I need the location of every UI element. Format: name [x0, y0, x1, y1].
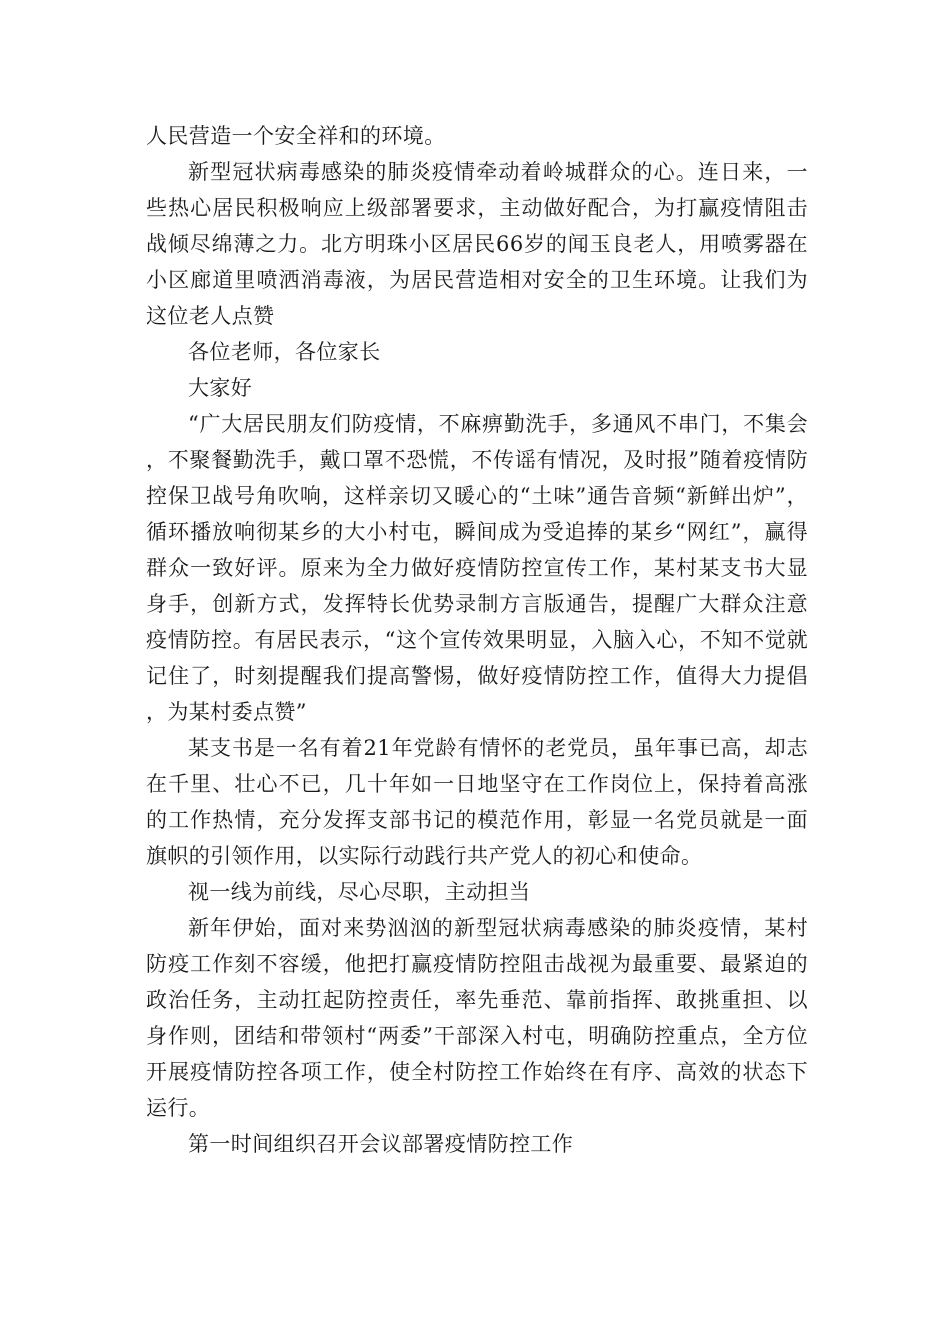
- paragraph: 某支书是一名有着21年党龄有情怀的老党员，虽年事已高，却志在千里、壮心不已，几十年如一日地坚守在工作岗位上，保持着高涨的工作热情，充分发挥支部书记的模范作用，彰显一名党员就是一面旗帜的引领作用，以实际行动践行共产党人的初心和使命。: [146, 736, 808, 868]
- paragraph: 新型冠状病毒感染的肺炎疫情牵动着岭城群众的心。连日来，一些热心居民积极响应上级部署要求，主动做好配合，为打赢疫情阻击战倾尽绵薄之力。北方明珠小区居民66岁的闻玉良老人，用喷雾器在小区廊道里喷洒消毒液，为居民营造相对安全的卫生环境。让我们为这位老人点赞: [146, 160, 808, 328]
- body-text: [146, 118, 808, 1162]
- paragraph: 大家好: [188, 376, 253, 400]
- quote-paragraph: “广大居民朋友们防疫情，不麻痹勤洗手，多通风不串门，不集会，不聚餐勤洗手，戴口罩不恐慌，不传谣有情况，及时报”随着疫情防控保卫战号角吹响，这样亲切又暖心的“土味”通告音频“新鲜出炉”，循环播放响彻某乡的大小村屯，瞬间成为受追捧的某乡“网红”，赢得群众一致好评。原来为全力做好疫情防控宣传工作，某村某支书大显身手，创新方式，发挥特长优势录制方言版通告，提醒广大群众注意疫情防控。有居民表示，“这个宣传效果明显，入脑入心，不知不觉就记住了，时刻提醒我们提高警惕，做好疫情防控工作，值得大力提倡，为某村委点赞”: [146, 412, 808, 724]
- paragraph: 新年伊始，面对来势汹汹的新型冠状病毒感染的肺炎疫情，某村防疫工作刻不容缓，他把打赢疫情防控阻击战视为最重要、最紧迫的政治任务，主动扛起防控责任，率先垂范、靠前指挥、敢挑重担、以身作则，团结和带领村“两委”干部深入村屯，明确防控重点，全方位开展疫情防控各项工作，使全村防控工作始终在有序、高效的状态下运行。: [146, 916, 808, 1120]
- paragraph: 各位老师，各位家长: [188, 340, 381, 364]
- paragraph: 人民营造一个安全祥和的环境。: [146, 124, 446, 148]
- section-heading: 第一时间组织召开会议部署疫情防控工作: [188, 1132, 574, 1156]
- section-heading: 视一线为前线，尽心尽职，主动担当: [188, 880, 531, 904]
